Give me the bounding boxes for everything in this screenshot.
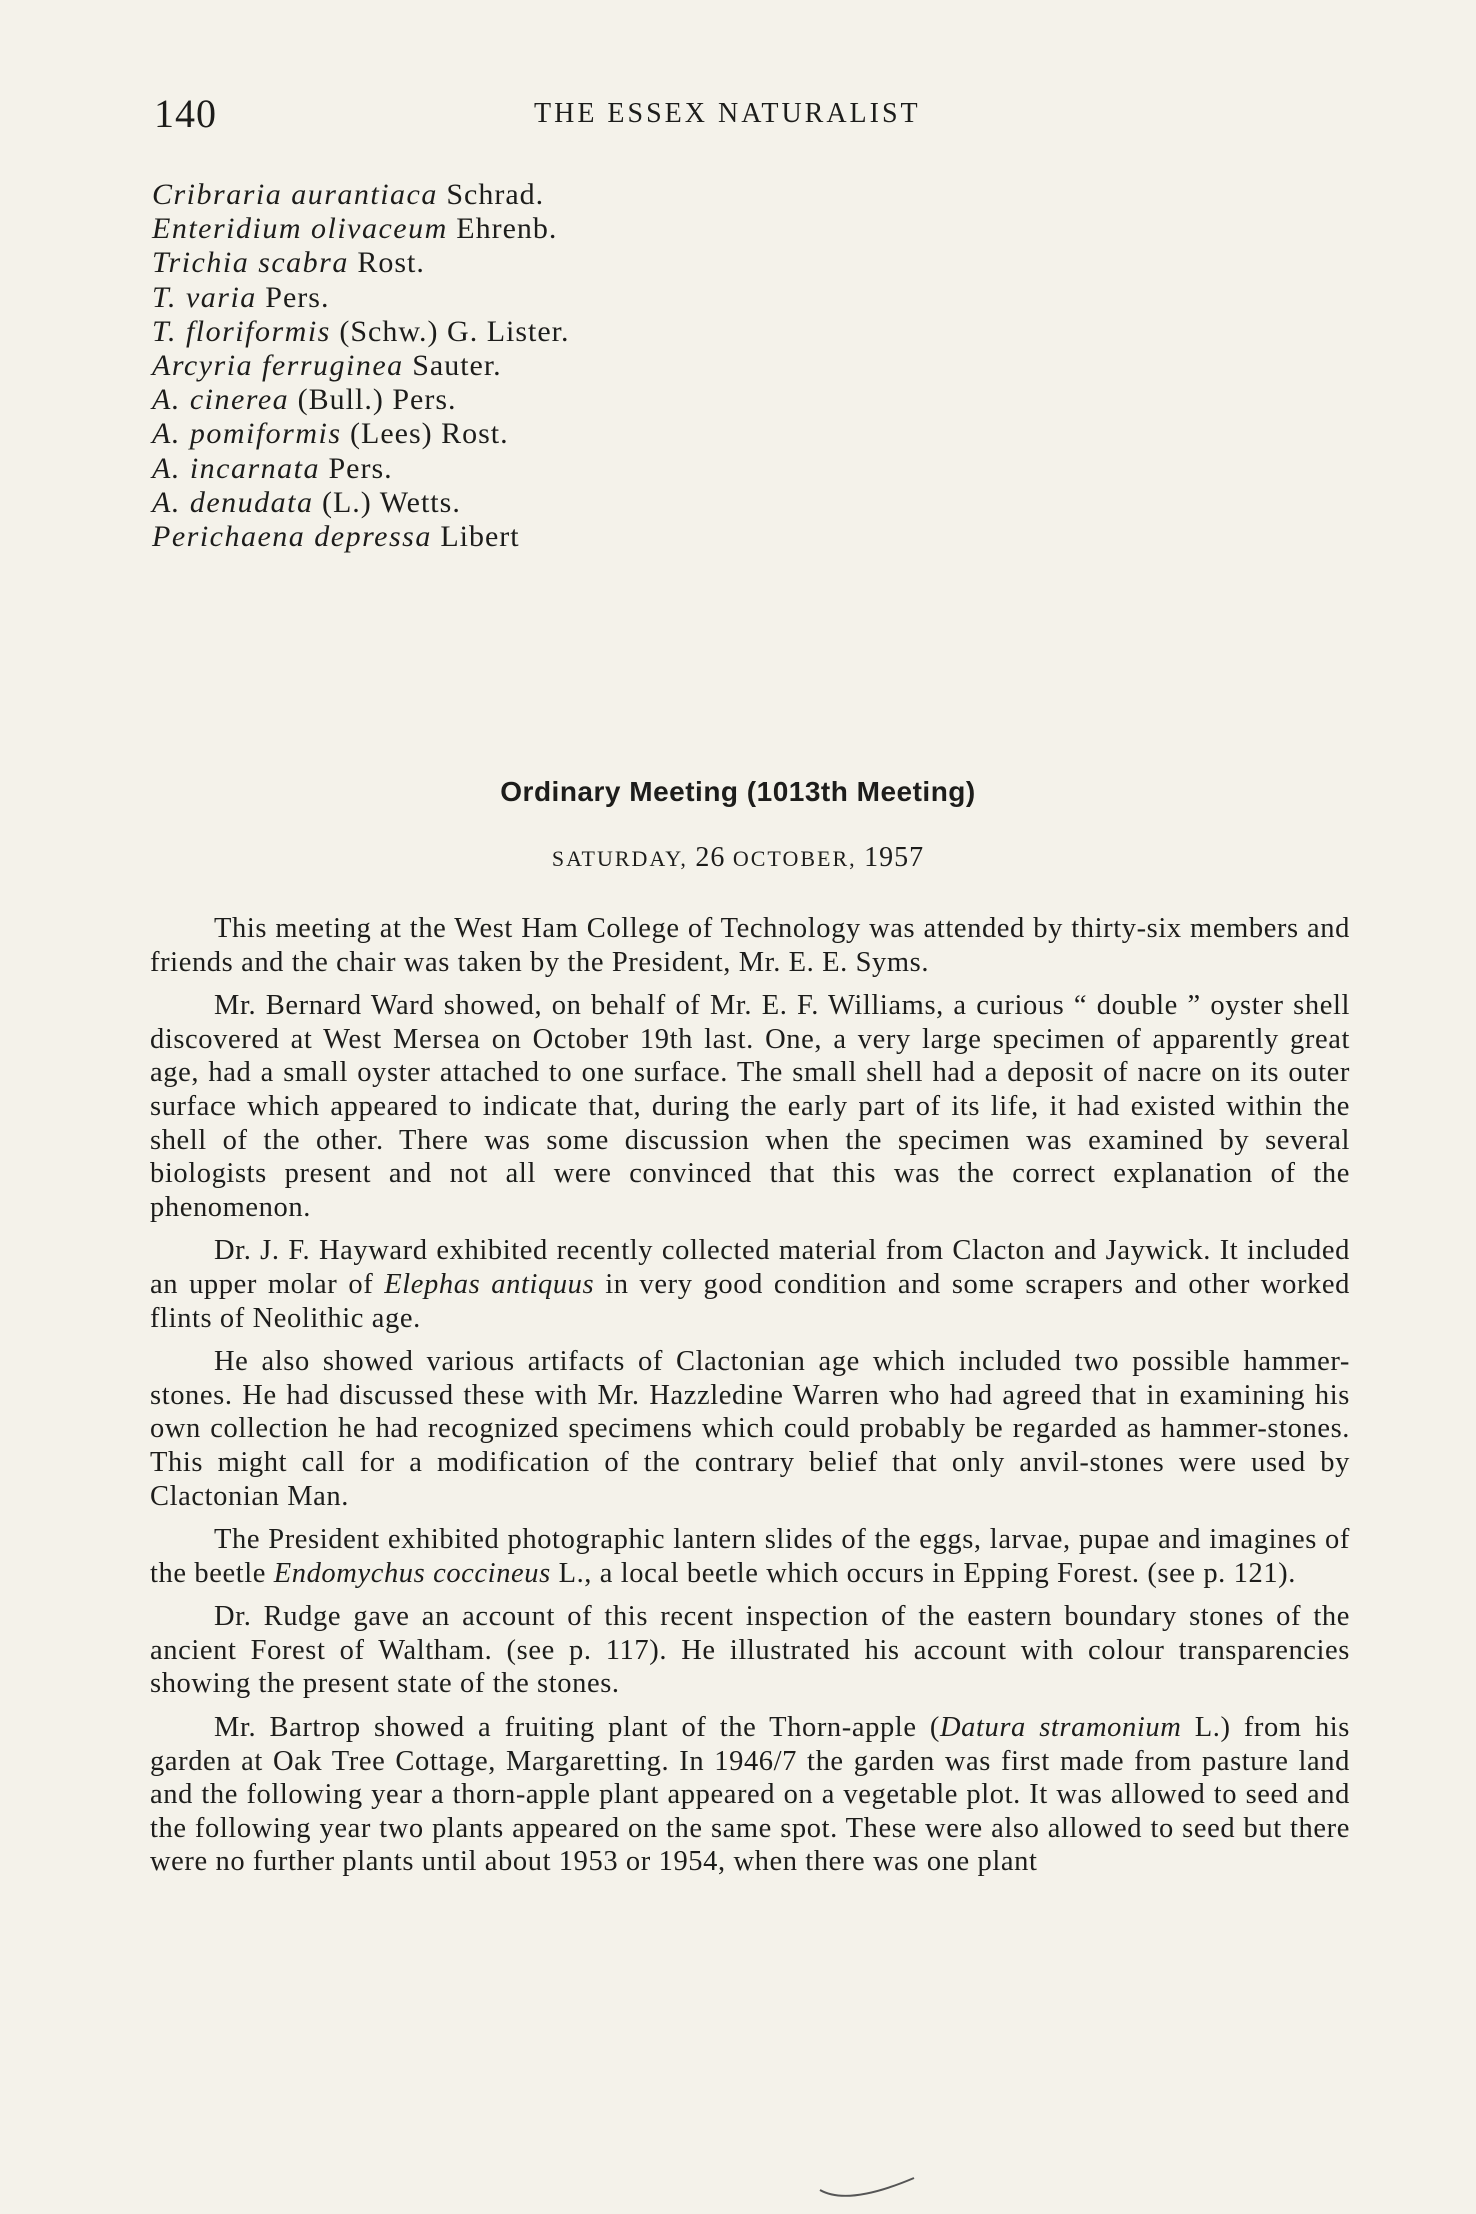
list-item — [152, 349, 852, 383]
paragraph-text: L., a local beetle which occurs in Epping Forest. (see p. 121). — [550, 1557, 1296, 1589]
date-weekday: SATURDAY, — [551, 846, 688, 871]
paragraph — [150, 1711, 1350, 1879]
species-authority: (L.) Wetts. — [321, 485, 461, 519]
date-month: OCTOBER, — [732, 846, 857, 871]
meeting-report — [150, 912, 1350, 1889]
species-authority: Pers. — [328, 451, 393, 485]
list-item — [152, 281, 852, 315]
species-authority: Rost. — [357, 246, 425, 280]
species-name: Cribraria aurantiaca — [152, 178, 438, 211]
species-name: Endomychus coccineus — [273, 1557, 551, 1589]
species-name: A. denudata — [152, 485, 314, 519]
species-name: Datura stramonium — [939, 1712, 1182, 1744]
meeting-date — [0, 842, 1476, 874]
paragraph: Mr. Bernard Ward showed, on behalf of Mr. E. F. Williams, a curious “ double ” oyster shell discovered at West Mersea on October 19th last. One, a very large specimen of apparently great age, had a small oyster attached to one surface. The small shell had a deposit of nacre on its outer surface which appeared to indicate that, during the early part of its life, it had existed within the shell of the other. There was some discussion when the specimen was examined by several biologists present and not all were convinced that this was the correct explanation of the phenomenon. — [150, 990, 1350, 1223]
paragraph — [150, 1523, 1350, 1590]
species-name: T. varia — [152, 280, 257, 314]
page-header — [154, 90, 1344, 140]
species-list — [152, 178, 852, 554]
paragraph: This meeting at the West Ham College of Technology was attended by thirty-six members and friends and the chair was taken by the President, Mr. E. E. Syms. — [150, 913, 1350, 978]
list-item — [152, 246, 852, 280]
pencil-mark-decoration — [818, 2176, 918, 2204]
list-item — [152, 520, 852, 554]
species-authority: (Bull.) Pers. — [297, 383, 457, 417]
species-authority: Libert — [440, 520, 520, 554]
paragraph-text: in very good condition and some scrapers and other worked flints of Neolithic age. — [150, 1268, 1350, 1334]
paragraph-text: The President exhibited photographic lantern slides of the eggs, larvae, pupae and imagines of the beetle — [150, 1524, 1350, 1589]
species-name: T. floriformis — [152, 314, 331, 348]
paragraph: Dr. Rudge gave an account of this recent inspection of the eastern boundary stones of the ancient Forest of Waltham. (see p. 117). He illustrated his account with colour transparencies showing the present state of the stones. — [150, 1601, 1350, 1700]
paragraph-text: Mr. Bartrop showed a fruiting plant of the Thorn-apple ( — [214, 1712, 940, 1744]
paragraph-text: Dr. J. F. Hayward exhibited recently collected material from Clacton and Jaywick. It included an upper molar of — [150, 1235, 1350, 1300]
species-name: Arcyria ferruginea — [152, 349, 404, 383]
list-item — [152, 383, 852, 417]
meeting-title: Ordinary Meeting (1013th Meeting) — [500, 776, 976, 807]
paragraph-text: L.) from his garden at Oak Tree Cottage, Margaretting. In 1946/7 the garden was first made from pasture land and the following year a thorn-apple plant appeared on a vegetable plot. It was allowed to seed and the following year two plants appeared on the same spot. These were also allowed to seed but there were no further plants until about 1953 or 1954, when there was one plant — [150, 1712, 1350, 1878]
species-name: Elephas antiquus — [384, 1268, 595, 1300]
paragraph: He also showed various artifacts of Clactonian age which included two possible hammer-stones. He had discussed these with Mr. Hazzledine Warren who had agreed that in examining his own collection he had recognized specimens which could probably be regarded as hammer-stones. This might call for a modification of the contrary belief that only anvil-stones were used by Clactonian Man. — [150, 1346, 1350, 1512]
species-authority: Sauter. — [412, 349, 502, 383]
date-year: 1957 — [864, 842, 925, 873]
species-name: A. cinerea — [152, 383, 290, 417]
list-item — [152, 315, 852, 349]
list-item — [152, 486, 852, 520]
paragraph — [150, 1234, 1350, 1335]
species-authority: Ehrenb. — [456, 212, 558, 246]
species-authority: (Schw.) G. Lister. — [339, 314, 570, 348]
date-day: 26 — [695, 842, 726, 873]
list-item — [152, 178, 852, 212]
list-item — [152, 452, 852, 486]
list-item — [152, 212, 852, 246]
species-name: Perichaena depressa — [152, 520, 432, 554]
species-authority: (Lees) Rost. — [350, 417, 509, 451]
species-name: Trichia scabra — [152, 246, 349, 280]
running-head: THE ESSEX NATURALIST — [534, 98, 921, 129]
species-name: A. pomiformis — [152, 417, 342, 451]
page-number: 140 — [154, 91, 217, 136]
list-item — [152, 417, 852, 451]
species-name: Enteridium olivaceum — [152, 212, 448, 246]
species-authority: Schrad. — [446, 178, 545, 211]
species-name: A. incarnata — [152, 451, 320, 485]
species-authority: Pers. — [265, 280, 330, 314]
